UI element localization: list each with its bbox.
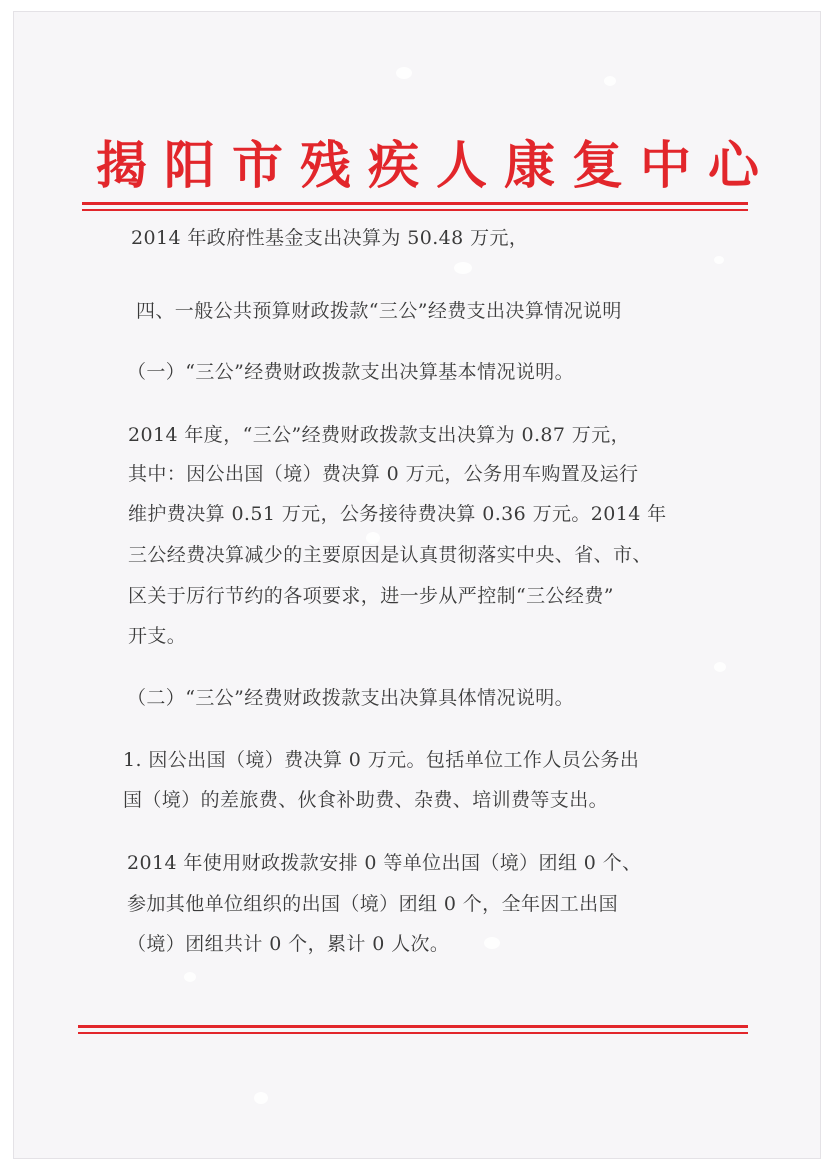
body-line-1: 2014 年政府性基金支出决算为 50.48 万元， [131, 227, 529, 249]
body-line-15: （境）团组共计 0 个，累计 0 人次。 [127, 933, 450, 955]
paper-speck [366, 532, 380, 544]
paper-speck [184, 972, 196, 982]
body-line-12: 国（境）的差旅费、伙食补助费、杂费、培训费等支出。 [123, 789, 609, 811]
letterhead-rule-thin [82, 209, 748, 211]
paper-speck [484, 937, 500, 949]
paper-speck [454, 262, 472, 274]
body-line-8: 区关于厉行节约的各项要求，进一步从严控制“三公经费” [128, 585, 614, 607]
document-page [14, 12, 820, 1158]
footer-rule-thick [78, 1025, 748, 1028]
body-line-14: 参加其他单位组织的出国（境）团组 0 个，全年因工出国 [127, 893, 618, 915]
paper-speck [254, 1092, 268, 1104]
subsection-heading-2: （二）“三公”经费财政拨款支出决算具体情况说明。 [127, 687, 575, 709]
paper-speck [396, 67, 412, 79]
paper-speck [604, 76, 616, 86]
body-line-4: 2014 年度，“三公”经费财政拨款支出决算为 0.87 万元， [128, 424, 631, 446]
paper-speck [714, 256, 724, 264]
paper-speck [714, 662, 726, 672]
body-line-9: 开支。 [128, 625, 187, 647]
body-line-11: 1. 因公出国（境）费决算 0 万元。包括单位工作人员公务出 [123, 749, 640, 771]
letterhead-rule-thick [82, 202, 748, 205]
body-line-5: 其中：因公出国（境）费决算 0 万元，公务用车购置及运行 [128, 463, 639, 485]
subsection-heading-1: （一）“三公”经费财政拨款支出决算基本情况说明。 [127, 361, 575, 383]
section-heading-4: 四、一般公共预算财政拨款“三公”经费支出决算情况说明 [136, 300, 622, 322]
letterhead-title: 揭阳市残疾人康复中心 [96, 137, 777, 196]
body-line-6: 维护费决算 0.51 万元，公务接待费决算 0.36 万元。2014 年 [128, 503, 667, 525]
body-line-13: 2014 年使用财政拨款安排 0 等单位出国（境）团组 0 个、 [127, 852, 642, 874]
body-line-7: 三公经费决算减少的主要原因是认真贯彻落实中央、省、市、 [128, 544, 652, 566]
footer-rule-thin [78, 1032, 748, 1034]
